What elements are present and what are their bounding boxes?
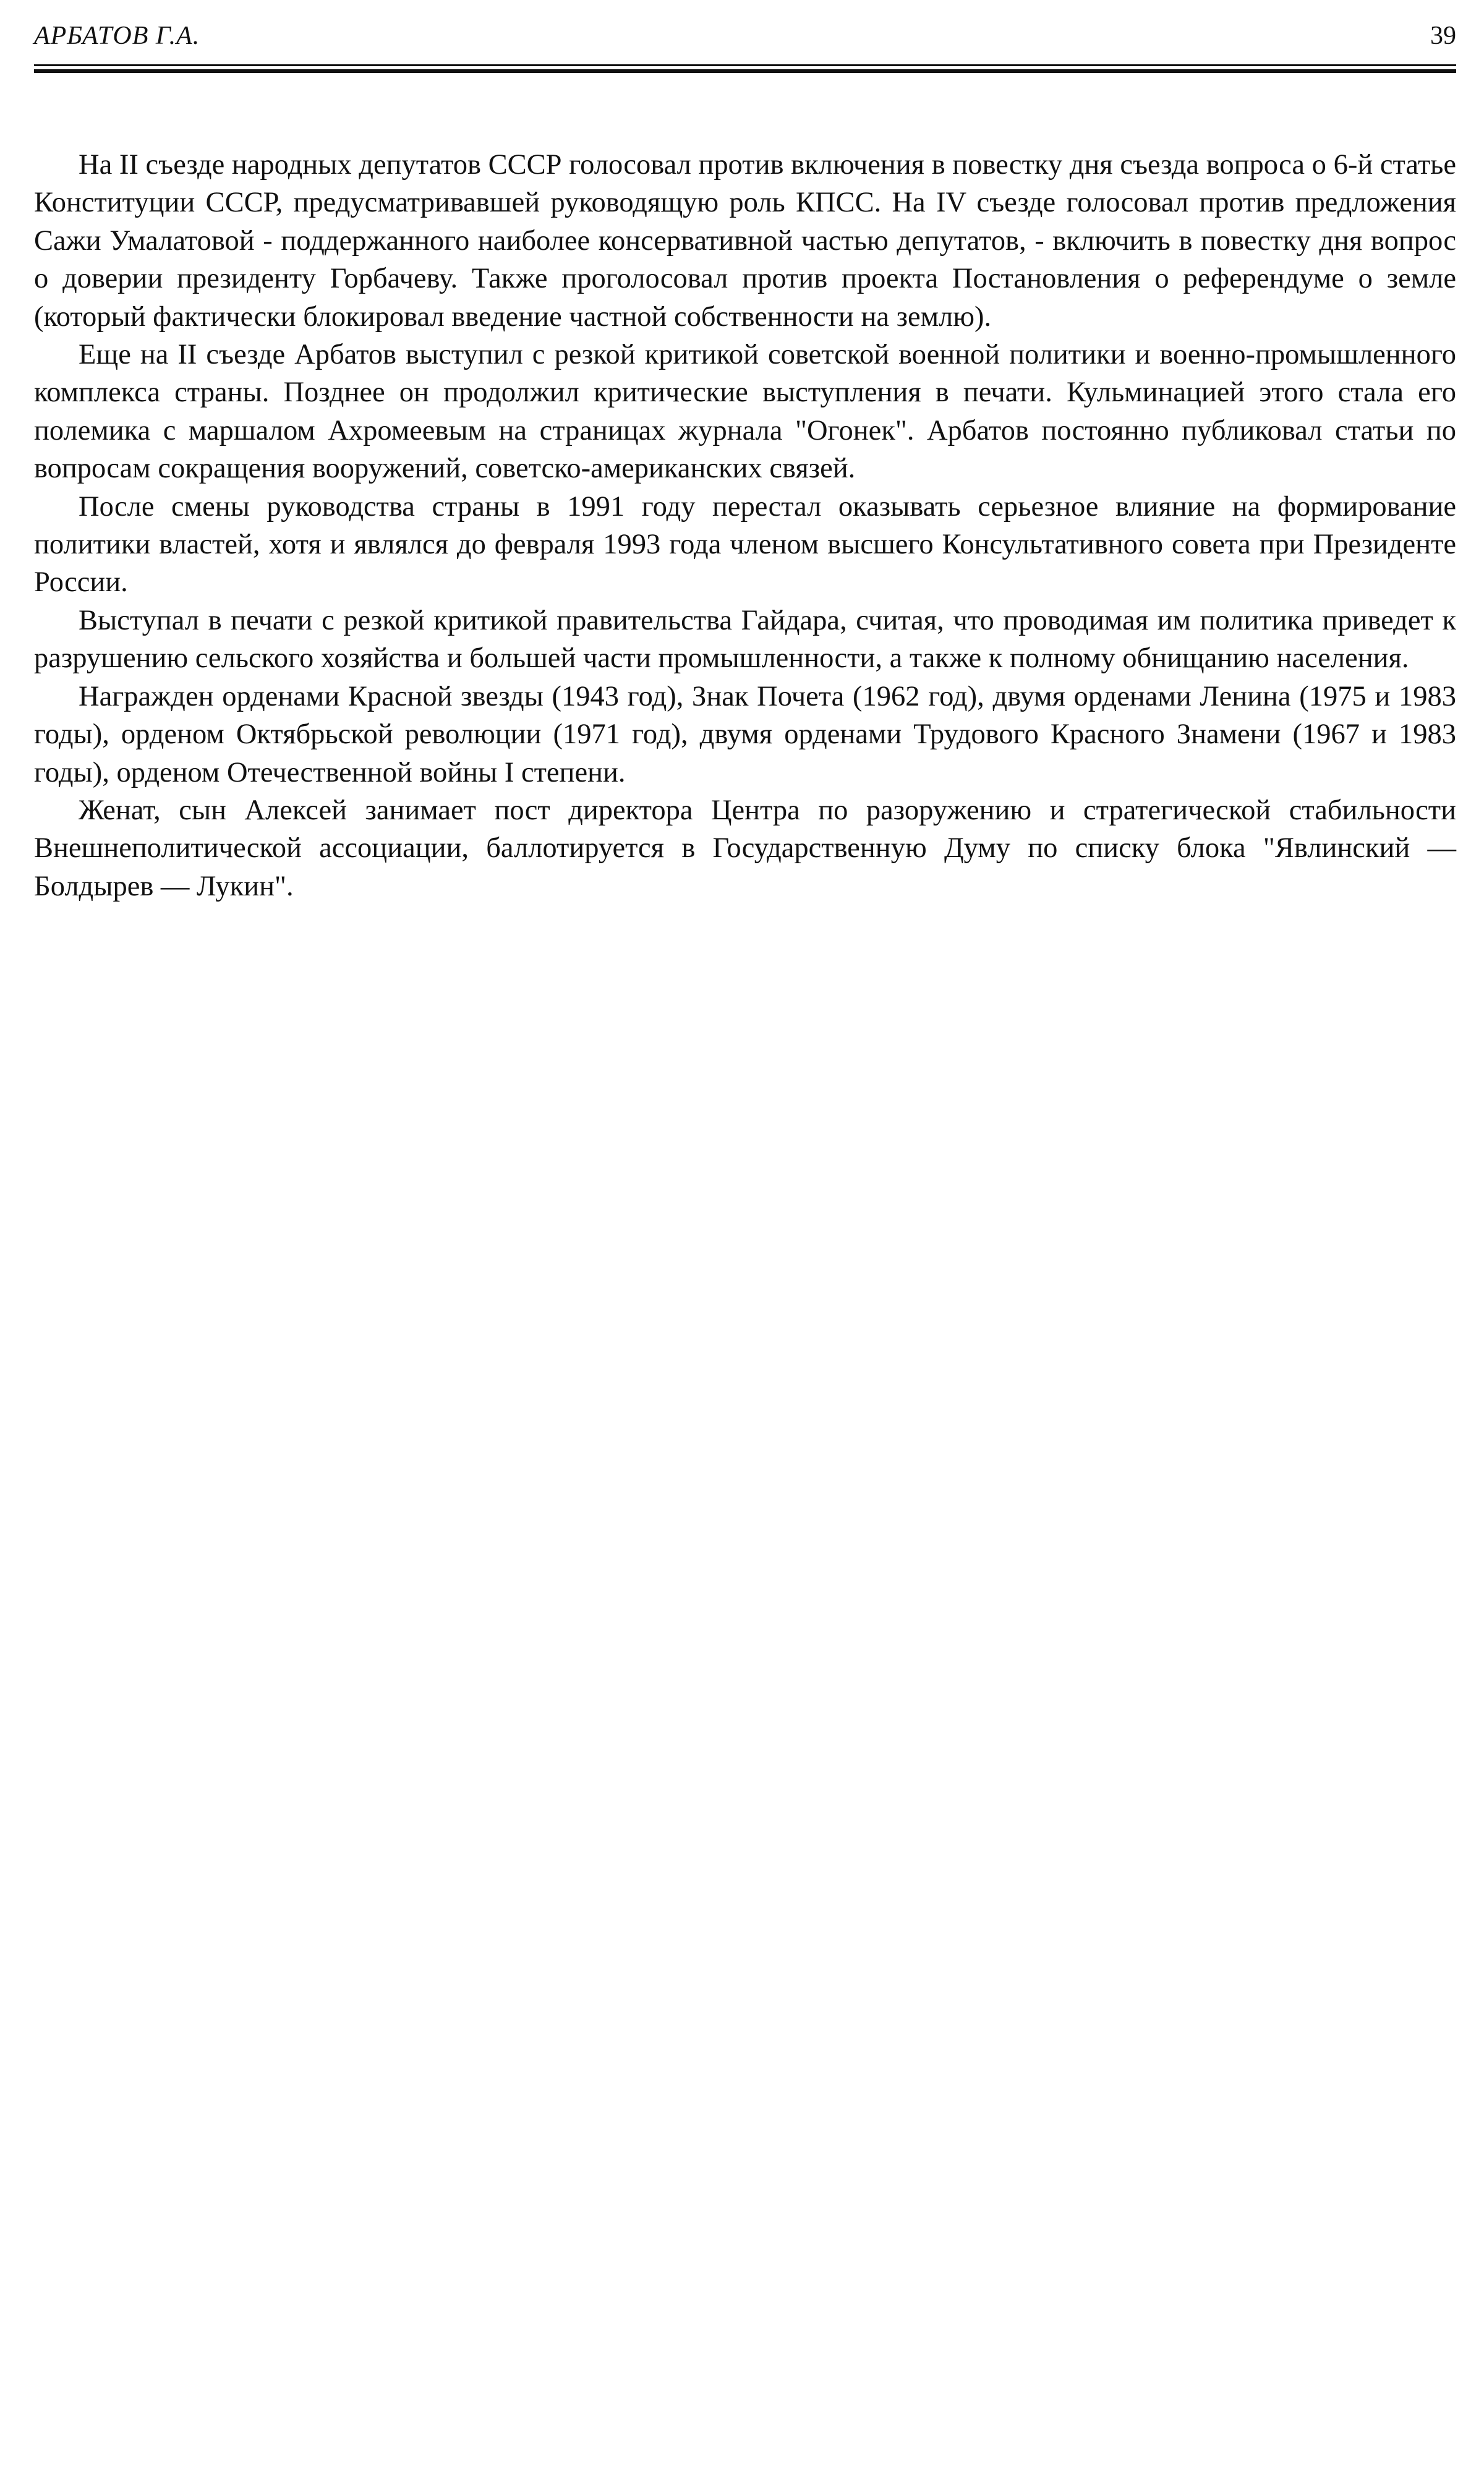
paragraph-gaidar-criticism: Выступал в печати с резкой критикой правительства Гайдара, считая, что проводимая им политика приведет к разрушению сельского хозяйства и большей части промышленности, а также к полному обнищанию населения. <box>34 604 1456 675</box>
header-rule-thick <box>34 69 1456 73</box>
page-number: 39 <box>1430 22 1456 50</box>
page-header <box>34 17 1456 54</box>
header-rule-thin <box>34 64 1456 66</box>
running-title: АРБАТОВ Г.А. <box>34 22 200 50</box>
paragraph-military-criticism: Еще на II съезде Арбатов выступил с резкой критикой советской военной политики и военно-промышленного комплекса страны. Позднее он продолжил критические выступления в печати. Кульминацией этого стала его полемика с маршалом Ахромеевым на страницах журнала "Огонек". Арбатов постоянно публиковал статьи по вопросам сокращения вооружений, советско-американских связей. <box>34 339 1456 485</box>
paragraph-family: Женат, сын Алексей занимает пост директора Центра по разоружению и стратегической стабильности Внешнеполитической ассоциации, баллотируется в Государственную Думу по списку блока "Явлинский — Болдырев — Лукин". <box>34 794 1456 902</box>
article-body <box>34 146 1456 905</box>
paragraph-congress-votes: На II съезде народных депутатов СССР голосовал против включения в повестку дня съезда вопроса о 6-й статье Конституции СССР, предусматривавшей руководящую роль КПСС. На IV съезде голосовал против предложения Сажи Умалатовой - поддержанного наиболее консервативной частью депутатов, - включить в повестку дня вопрос о доверии президенту Горбачеву. Также проголосовал против проекта Постановления о референдуме о земле (который фактически блокировал введение частной собственности на землю). <box>34 149 1456 333</box>
paragraph-after-1991: После смены руководства страны в 1991 году перестал оказывать серьезное влияние на формирование политики властей, хотя и являлся до февраля 1993 года членом высшего Консультативного совета при Президенте России. <box>34 490 1456 599</box>
paragraph-awards: Награжден орденами Красной звезды (1943 год), Знак Почета (1962 год), двумя орденами Ленина (1975 и 1983 годы), орденом Октябрьской революции (1971 год), двумя орденами Трудового Красного Знамени (1967 и 1983 годы), орденом Отечественной войны I степени. <box>34 680 1456 788</box>
